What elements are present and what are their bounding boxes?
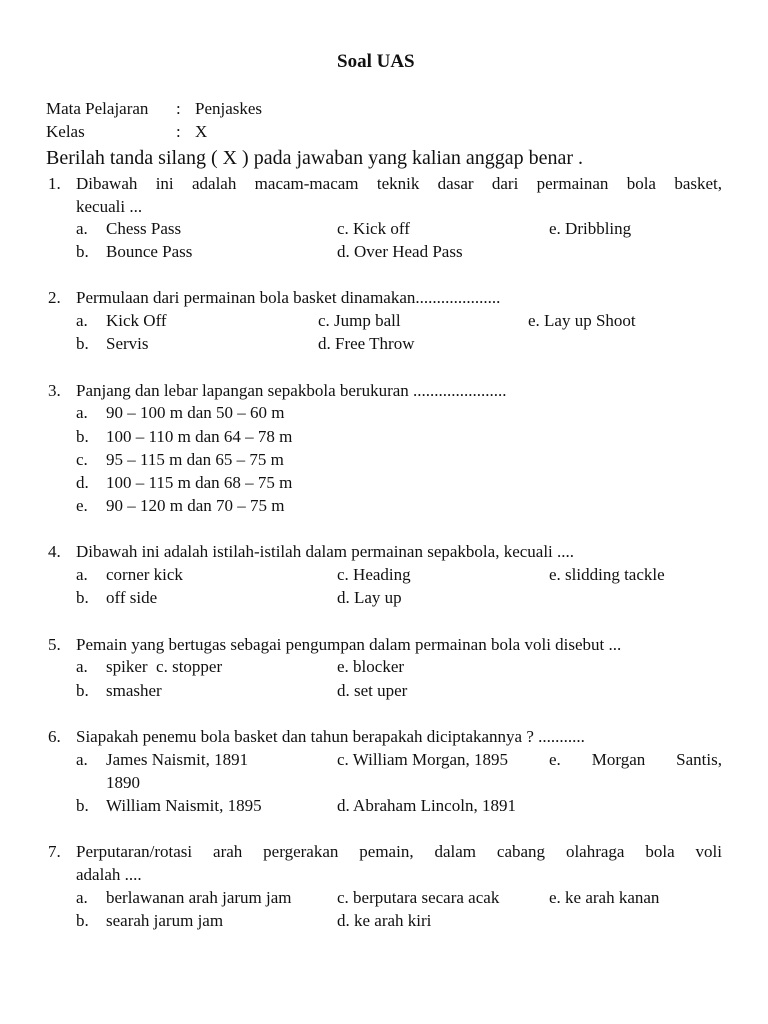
question-text-cont: kecuali ... [76, 197, 143, 216]
option-d[interactable]: d. Free Throw [318, 334, 415, 353]
option-b[interactable]: off side [106, 588, 158, 607]
option-letter-b: b. [76, 588, 89, 607]
option-letter-a: a. [76, 403, 88, 422]
option-e[interactable]: 90 – 120 m dan 70 – 75 m [106, 496, 285, 515]
option-e-cont[interactable]: 1890 [106, 773, 140, 792]
question-text: Dibawah ini adalah macam-macam teknik dasar dari permainan bola basket, [76, 174, 722, 193]
option-letter-b: b. [76, 911, 89, 930]
option-letter-a: a. [76, 888, 88, 907]
question-number: 3. [48, 381, 61, 400]
option-letter-a: a. [76, 311, 88, 330]
option-letter-a: a. [76, 565, 88, 584]
option-a-c[interactable]: spiker c. stopper [106, 657, 223, 676]
option-b[interactable]: 100 – 110 m dan 64 – 78 m [106, 427, 293, 446]
question-text-cont: adalah .... [76, 865, 142, 884]
option-d[interactable]: d. Lay up [337, 588, 402, 607]
option-d[interactable]: d. Over Head Pass [337, 242, 463, 261]
subject-sep: : [176, 99, 181, 118]
option-a[interactable]: berlawanan arah jarum jam [106, 888, 292, 907]
option-c[interactable]: 95 – 115 m dan 65 – 75 m [106, 450, 284, 469]
option-letter-b: b. [76, 796, 89, 815]
option-c[interactable]: c. Jump ball [318, 311, 401, 330]
question-text: Permulaan dari permainan bola basket dinamakan.................... [76, 288, 501, 307]
option-letter-b: b. [76, 334, 89, 353]
option-e[interactable]: e. slidding tackle [549, 565, 665, 584]
option-letter-b: b. [76, 427, 89, 446]
option-e[interactable]: e. Lay up Shoot [528, 311, 636, 330]
option-b[interactable]: searah jarum jam [106, 911, 224, 930]
option-letter-b: b. [76, 681, 89, 700]
option-letter-a: a. [76, 750, 88, 769]
question-number: 5. [48, 635, 61, 654]
question-number: 2. [48, 288, 61, 307]
option-a[interactable]: James Naismit, 1891 [106, 750, 249, 769]
option-d[interactable]: 100 – 115 m dan 68 – 75 m [106, 473, 293, 492]
option-letter-d: d. [76, 473, 89, 492]
option-letter-e: e. [76, 496, 88, 515]
subject-value: Penjaskes [195, 99, 263, 118]
option-c[interactable]: c. Kick off [337, 219, 410, 238]
question-text: Siapakah penemu bola basket dan tahun berapakah diciptakannya ? ........... [76, 727, 585, 746]
question-text: Pemain yang bertugas sebagai pengumpan dalam permainan bola voli disebut ... [76, 635, 622, 654]
option-a[interactable]: corner kick [106, 565, 183, 584]
class-label: Kelas [46, 122, 85, 141]
option-e[interactable]: e. ke arah kanan [549, 888, 660, 907]
question-text: Panjang dan lebar lapangan sepakbola berukuran ...................... [76, 381, 507, 400]
question-number: 6. [48, 727, 61, 746]
class-value: X [195, 122, 208, 141]
option-letter-b: b. [76, 242, 89, 261]
class-sep: : [176, 122, 181, 141]
option-letter-c: c. [76, 450, 88, 469]
option-b[interactable]: smasher [106, 681, 162, 700]
question-number: 4. [48, 542, 61, 561]
page-title: Soal UAS [337, 51, 415, 72]
option-c[interactable]: c. William Morgan, 1895 [337, 750, 509, 769]
option-a[interactable]: Kick Off [106, 311, 167, 330]
option-letter-a: a. [76, 219, 88, 238]
question-number: 7. [48, 842, 61, 861]
option-a[interactable]: 90 – 100 m dan 50 – 60 m [106, 403, 285, 422]
option-e[interactable]: e. Dribbling [549, 219, 632, 238]
question-text: Perputaran/rotasi arah pergerakan pemain, dalam cabang olahraga bola voli [76, 842, 722, 861]
option-a[interactable]: Chess Pass [106, 219, 182, 238]
question-text: Dibawah ini adalah istilah-istilah dalam permainan sepakbola, kecuali .... [76, 542, 575, 561]
question-number: 1. [48, 174, 61, 193]
option-d[interactable]: d. ke arah kiri [337, 911, 432, 930]
option-c[interactable]: c. berputara secara acak [337, 888, 500, 907]
subject-label: Mata Pelajaran [46, 99, 149, 118]
option-c[interactable]: c. Heading [337, 565, 411, 584]
option-e[interactable]: e. Morgan Santis, [549, 750, 722, 769]
option-e[interactable]: e. blocker [337, 657, 405, 676]
option-b[interactable]: Bounce Pass [106, 242, 193, 261]
option-b[interactable]: William Naismit, 1895 [106, 796, 262, 815]
option-d[interactable]: d. set uper [337, 681, 408, 700]
option-b[interactable]: Servis [106, 334, 149, 353]
option-d[interactable]: d. Abraham Lincoln, 1891 [337, 796, 516, 815]
instruction: Berilah tanda silang ( X ) pada jawaban yang kalian anggap benar . [46, 147, 584, 169]
option-letter-a: a. [76, 657, 88, 676]
